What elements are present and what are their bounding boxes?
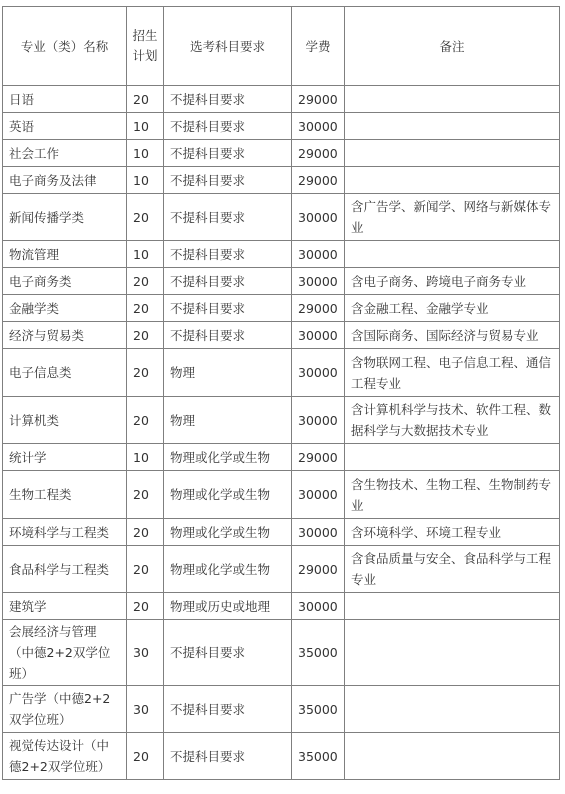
cell-subjects: 不提科目要求: [164, 113, 292, 140]
table-row: [3, 268, 560, 295]
cell-fee: 29000: [292, 444, 345, 471]
cell-plan: 10: [127, 167, 164, 194]
cell-fee: 30000: [292, 593, 345, 620]
cell-subjects: 不提科目要求: [164, 167, 292, 194]
cell-major: 食品科学与工程类: [3, 546, 127, 593]
cell-subjects: 物理或化学或生物: [164, 519, 292, 546]
cell-major: 电子信息类: [3, 349, 127, 397]
cell-plan: 20: [127, 471, 164, 519]
cell-major: 环境科学与工程类: [3, 519, 127, 546]
cell-subjects: 物理或历史或地理: [164, 593, 292, 620]
cell-fee: 30000: [292, 194, 345, 241]
cell-fee: 30000: [292, 349, 345, 397]
cell-note: 含广告学、新闻学、网络与新媒体专业: [345, 194, 560, 241]
cell-fee: 35000: [292, 733, 345, 780]
cell-plan: 20: [127, 295, 164, 322]
cell-note: [345, 113, 560, 140]
cell-subjects: 不提科目要求: [164, 322, 292, 349]
cell-major: 会展经济与管理（中德2+2双学位班）: [3, 620, 127, 686]
cell-major: 社会工作: [3, 140, 127, 167]
cell-major: 计算机类: [3, 397, 127, 444]
table-row: [3, 471, 560, 519]
cell-major: 建筑学: [3, 593, 127, 620]
cell-plan: 20: [127, 593, 164, 620]
cell-fee: 30000: [292, 113, 345, 140]
table-row: [3, 686, 560, 733]
cell-fee: 29000: [292, 295, 345, 322]
cell-major: 金融学类: [3, 295, 127, 322]
cell-note: [345, 86, 560, 113]
cell-subjects: 物理或化学或生物: [164, 444, 292, 471]
table-header-row: [3, 7, 560, 86]
cell-note: [345, 444, 560, 471]
cell-fee: 29000: [292, 546, 345, 593]
cell-plan: 20: [127, 397, 164, 444]
table-row: [3, 733, 560, 780]
cell-plan: 10: [127, 140, 164, 167]
header-subjects: 选考科目要求: [164, 7, 292, 86]
cell-plan: 30: [127, 620, 164, 686]
cell-plan: 20: [127, 86, 164, 113]
cell-subjects: 不提科目要求: [164, 733, 292, 780]
table-row: [3, 241, 560, 268]
cell-plan: 10: [127, 241, 164, 268]
cell-fee: 30000: [292, 519, 345, 546]
cell-major: 物流管理: [3, 241, 127, 268]
cell-fee: 29000: [292, 86, 345, 113]
cell-plan: 20: [127, 519, 164, 546]
header-note: 备注: [345, 7, 560, 86]
cell-plan: 10: [127, 113, 164, 140]
cell-plan: 10: [127, 444, 164, 471]
table-row: [3, 322, 560, 349]
header-plan: 招生计划: [127, 7, 164, 86]
cell-major: 电子商务及法律: [3, 167, 127, 194]
table-row: [3, 519, 560, 546]
cell-note: [345, 167, 560, 194]
cell-subjects: 不提科目要求: [164, 620, 292, 686]
cell-fee: 30000: [292, 397, 345, 444]
cell-subjects: 不提科目要求: [164, 86, 292, 113]
cell-plan: 30: [127, 686, 164, 733]
header-fee: 学费: [292, 7, 345, 86]
cell-subjects: 物理: [164, 397, 292, 444]
table-row: [3, 397, 560, 444]
cell-subjects: 不提科目要求: [164, 241, 292, 268]
admission-plan-table: [2, 6, 560, 780]
table-row: [3, 140, 560, 167]
cell-subjects: 物理: [164, 349, 292, 397]
cell-note: [345, 620, 560, 686]
cell-note: 含物联网工程、电子信息工程、通信工程专业: [345, 349, 560, 397]
table-row: [3, 349, 560, 397]
cell-plan: 20: [127, 733, 164, 780]
cell-major: 视觉传达设计（中德2+2双学位班）: [3, 733, 127, 780]
cell-fee: 30000: [292, 268, 345, 295]
cell-major: 统计学: [3, 444, 127, 471]
cell-note: [345, 733, 560, 780]
cell-note: [345, 140, 560, 167]
cell-subjects: 不提科目要求: [164, 295, 292, 322]
header-major: 专业（类）名称: [3, 7, 127, 86]
cell-subjects: 物理或化学或生物: [164, 546, 292, 593]
cell-note: 含环境科学、环境工程专业: [345, 519, 560, 546]
table-row: [3, 86, 560, 113]
cell-plan: 20: [127, 268, 164, 295]
cell-note: 含生物技术、生物工程、生物制药专业: [345, 471, 560, 519]
cell-fee: 30000: [292, 471, 345, 519]
table-row: [3, 444, 560, 471]
cell-major: 英语: [3, 113, 127, 140]
cell-plan: 20: [127, 349, 164, 397]
cell-major: 日语: [3, 86, 127, 113]
cell-plan: 20: [127, 194, 164, 241]
table-row: [3, 620, 560, 686]
cell-major: 电子商务类: [3, 268, 127, 295]
cell-note: [345, 593, 560, 620]
cell-note: 含计算机科学与技术、软件工程、数据科学与大数据技术专业: [345, 397, 560, 444]
table-row: [3, 167, 560, 194]
cell-note: 含金融工程、金融学专业: [345, 295, 560, 322]
cell-fee: 29000: [292, 167, 345, 194]
cell-subjects: 物理或化学或生物: [164, 471, 292, 519]
cell-major: 经济与贸易类: [3, 322, 127, 349]
table-row: [3, 295, 560, 322]
table-row: [3, 546, 560, 593]
cell-subjects: 不提科目要求: [164, 268, 292, 295]
cell-fee: 29000: [292, 140, 345, 167]
cell-fee: 35000: [292, 686, 345, 733]
table-row: [3, 593, 560, 620]
cell-major: 新闻传播学类: [3, 194, 127, 241]
admission-plan-table-wrapper: [2, 6, 560, 780]
cell-major: 广告学（中德2+2双学位班）: [3, 686, 127, 733]
cell-note: 含食品质量与安全、食品科学与工程专业: [345, 546, 560, 593]
cell-note: [345, 241, 560, 268]
cell-fee: 35000: [292, 620, 345, 686]
cell-major: 生物工程类: [3, 471, 127, 519]
cell-note: 含国际商务、国际经济与贸易专业: [345, 322, 560, 349]
cell-fee: 30000: [292, 241, 345, 268]
cell-plan: 20: [127, 322, 164, 349]
table-row: [3, 113, 560, 140]
cell-fee: 30000: [292, 322, 345, 349]
table-row: [3, 194, 560, 241]
cell-subjects: 不提科目要求: [164, 140, 292, 167]
cell-plan: 20: [127, 546, 164, 593]
cell-note: 含电子商务、跨境电子商务专业: [345, 268, 560, 295]
cell-subjects: 不提科目要求: [164, 686, 292, 733]
cell-subjects: 不提科目要求: [164, 194, 292, 241]
cell-note: [345, 686, 560, 733]
